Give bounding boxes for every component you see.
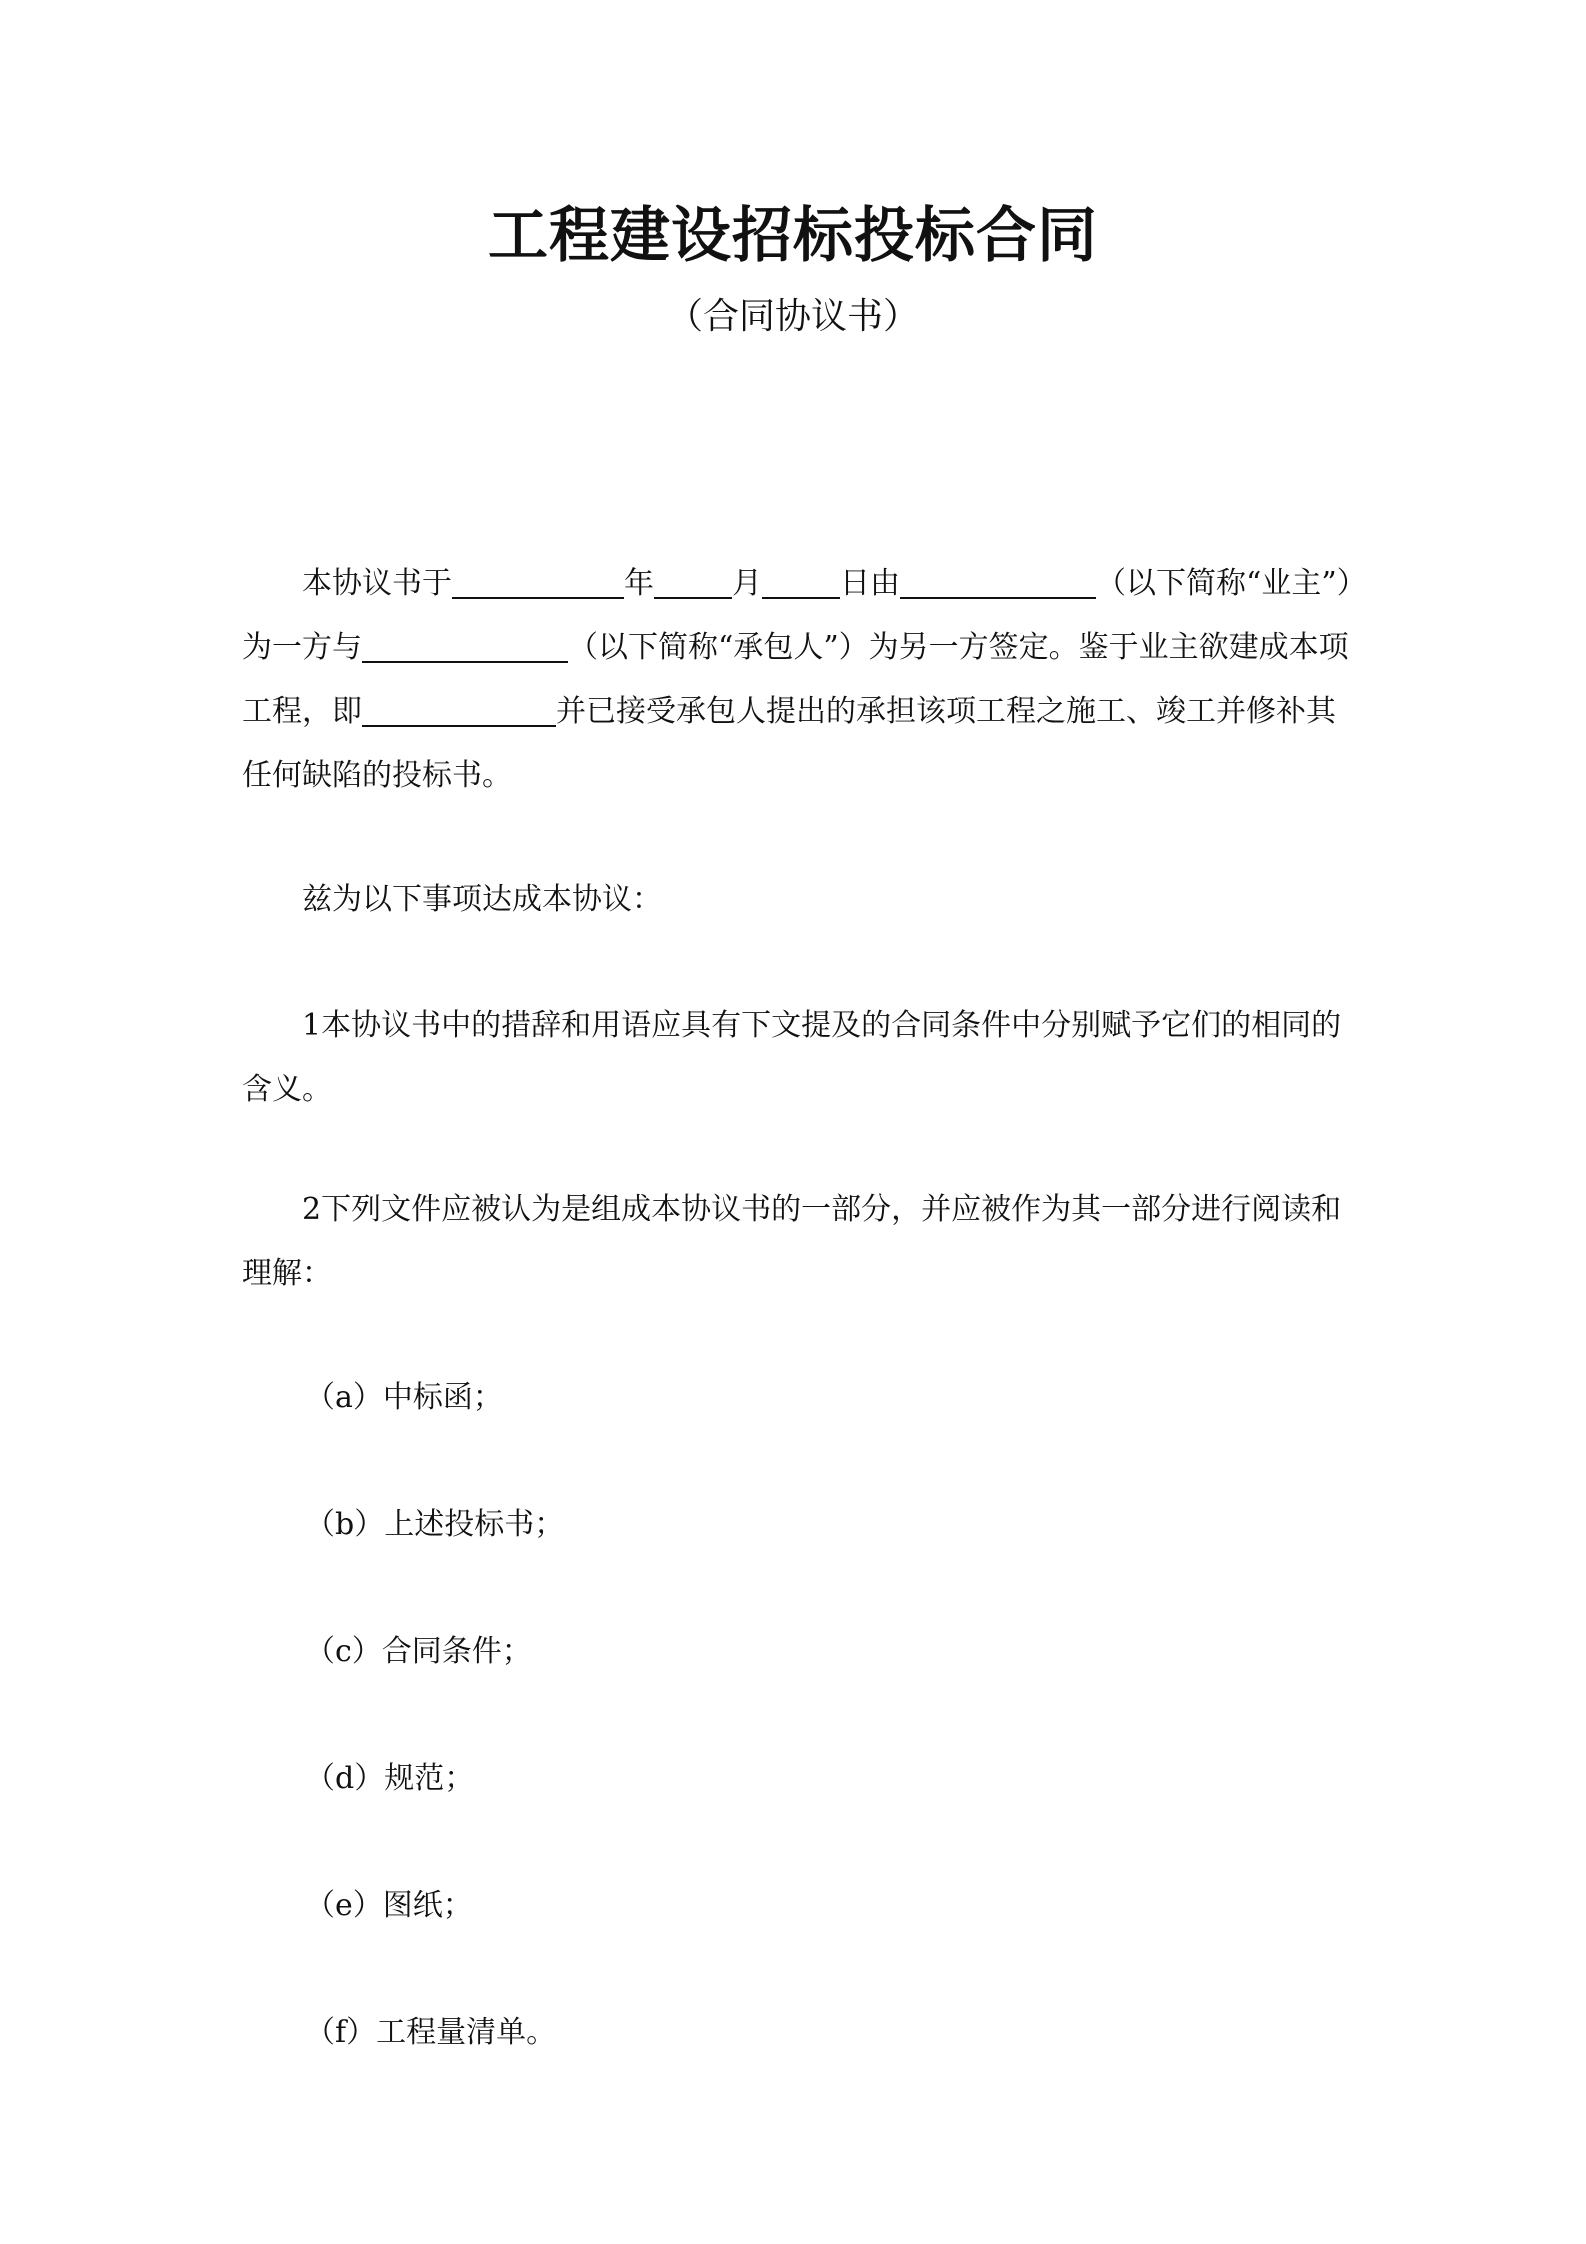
list-item-d: （d）规范； bbox=[305, 1761, 475, 1796]
list-item-c: （c）合同条件； bbox=[305, 1634, 532, 1669]
project-blank bbox=[362, 695, 556, 727]
year-blank bbox=[452, 567, 624, 599]
clause-2-text: 2下列文件应被认为是组成本协议书的一部分，并应被作为其一部分进行阅读和理解： bbox=[242, 1192, 1342, 1291]
agreement-text-owner: （以下简称“业主”）为一方与 bbox=[242, 566, 1352, 665]
agreement-text-year: 年 bbox=[624, 566, 654, 601]
list-item-f: （f）工程量清单。 bbox=[305, 2015, 557, 2050]
agreement-text-day: 日由 bbox=[840, 566, 900, 601]
document-title: 工程建设招标投标合同 bbox=[488, 201, 1098, 271]
list-item-e: （e）图纸； bbox=[305, 1888, 473, 1923]
agreement-text-project: 并已接受承包人提出的承担该项工程之施工、竣工并修补其任何缺陷的投标书。 bbox=[242, 694, 1336, 793]
agreement-statement: 兹为以下事项达成本协议： bbox=[302, 882, 662, 917]
agreement-paragraph bbox=[242, 552, 1352, 808]
agreement-text-intro: 本协议书于 bbox=[302, 566, 452, 601]
agreement-text-contractor: （以下简称“承包人”）为另一方签定。鉴于业主欲建成本项工程，即 bbox=[242, 630, 1349, 729]
list-item-b: （b）上述投标书； bbox=[305, 1507, 565, 1542]
month-blank bbox=[654, 567, 732, 599]
day-blank bbox=[762, 567, 840, 599]
clause-1-text: 1本协议书中的措辞和用语应具有下文提及的合同条件中分别赋予它们的相同的含义。 bbox=[242, 1008, 1342, 1107]
list-item-a: （a）中标函； bbox=[305, 1380, 503, 1415]
agreement-text-month: 月 bbox=[732, 566, 762, 601]
clause-2 bbox=[242, 1178, 1352, 1306]
clause-1 bbox=[242, 994, 1352, 1122]
owner-blank bbox=[900, 567, 1096, 599]
contractor-blank bbox=[362, 631, 568, 663]
document-subtitle: （合同协议书） bbox=[666, 296, 919, 337]
